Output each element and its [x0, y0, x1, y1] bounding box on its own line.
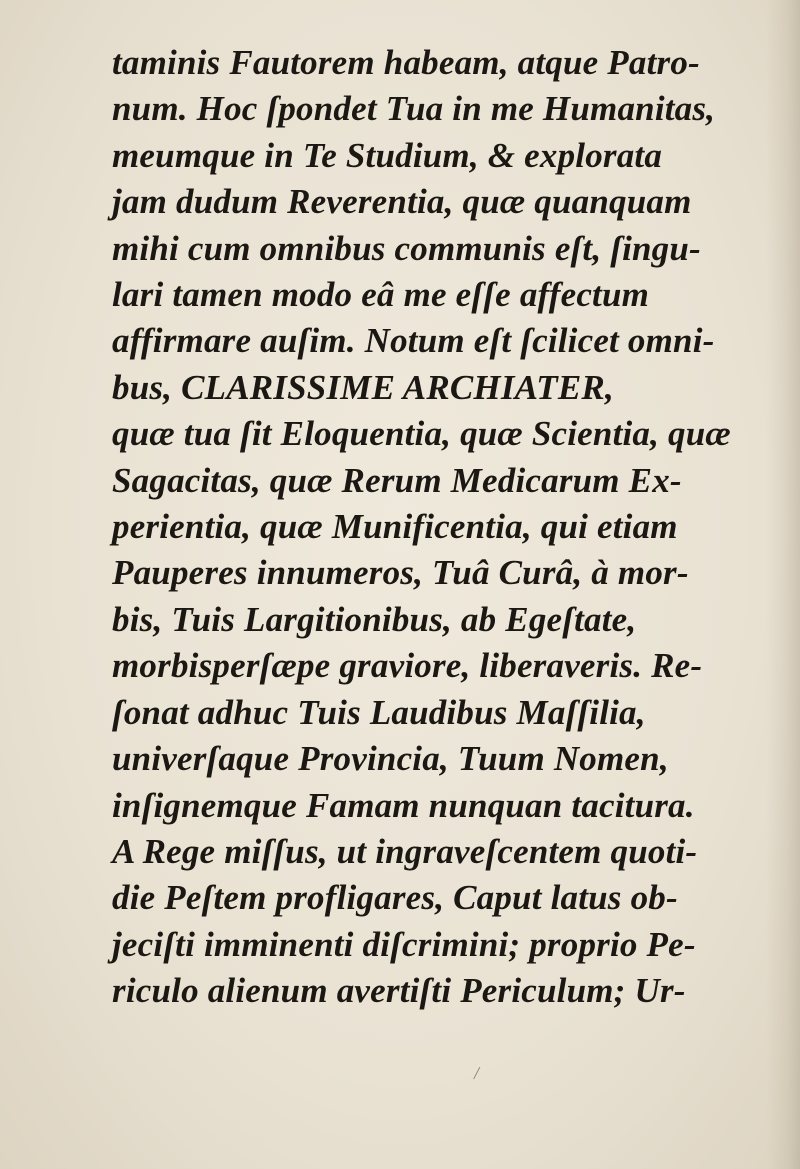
text-line: affirmare auſim. Notum eſt ſcilicet omni- — [112, 321, 715, 361]
text-line: lari tamen modo eâ me eſſe affectum — [112, 275, 650, 315]
text-line: inſignemque Famam nunquan tacitura. — [112, 785, 695, 825]
text-line: die Peſtem profligares, Caput latus ob- — [112, 878, 678, 918]
text-line: quæ tua ſit Eloquentia, quæ Scientia, quæ — [112, 414, 731, 454]
text-line: univerſaque Provincia, Tuum Nomen, — [112, 739, 669, 779]
text-line: jeciſti imminenti diſcrimini; proprio Pe- — [112, 924, 696, 964]
text-line: ſonat adhuc Tuis Laudibus Maſſilia, — [112, 692, 646, 732]
text-line: bus, CLARISSIME ARCHIATER, — [112, 367, 614, 407]
text-line: taminis Fautorem habeam, atque Patro- — [112, 43, 700, 82]
text-line: bis, Tuis Largitionibus, ab Egeſtate, — [112, 599, 637, 639]
text-line: Sagacitas, quæ Rerum Medicarum Ex- — [112, 460, 682, 500]
bottom-mark: / — [474, 1063, 480, 1083]
text-line: A Rege miſſus, ut ingraveſcentem quoti- — [112, 831, 698, 871]
text-line: Pauperes innumeros, Tuâ Curâ, à mor- — [112, 553, 689, 593]
text-line: morbisperſæpe graviore, liberaveris. Re- — [112, 646, 703, 686]
text-line: perientia, quæ Munificentia, qui etiam — [112, 507, 678, 547]
text-line: meumque in Te Studium, & explorata — [112, 135, 663, 175]
text-line: riculo alienum avertiſti Periculum; Ur- — [112, 971, 686, 1011]
text-line: num. Hoc ſpondet Tua in me Humanitas, — [112, 89, 716, 129]
text-line: mihi cum omnibus communis eſt, ſingu- — [112, 228, 701, 268]
latin-text-block — [112, 40, 772, 1015]
text-line: jam dudum Reverentia, quæ quanquam — [112, 182, 692, 222]
